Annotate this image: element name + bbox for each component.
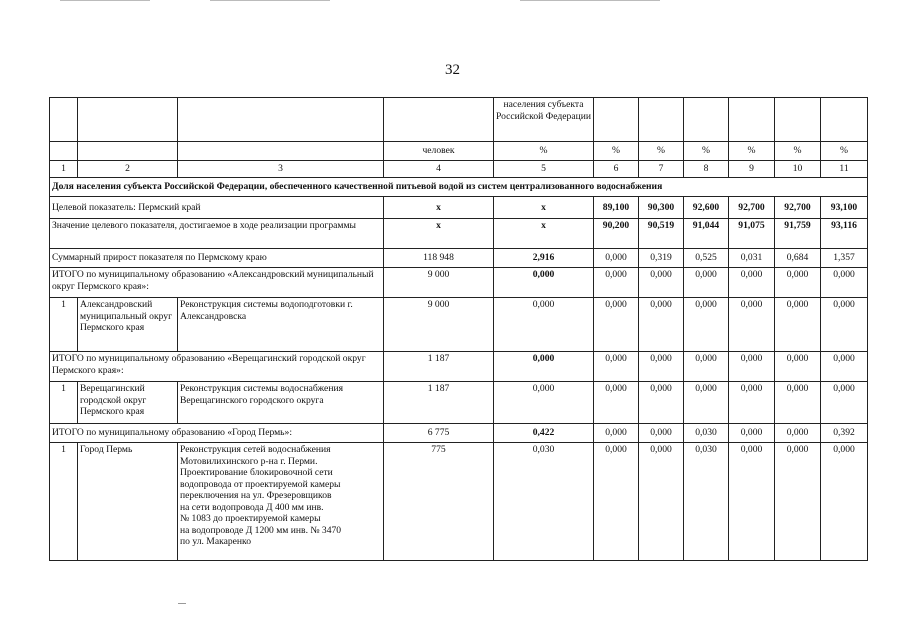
row-number: 1 bbox=[50, 382, 78, 424]
unit-col6: % bbox=[594, 142, 639, 161]
cell-value: 0,000 bbox=[594, 443, 639, 561]
col-number: 10 bbox=[775, 161, 821, 178]
cell-value: 0,000 bbox=[594, 298, 639, 352]
header-cell bbox=[729, 98, 775, 142]
growth-c5: 2,916 bbox=[494, 249, 594, 268]
total-alex-value: 0,000 bbox=[684, 268, 729, 298]
total-vere-value: 0,000 bbox=[639, 352, 684, 382]
units-row bbox=[50, 142, 868, 161]
growth-row bbox=[50, 249, 868, 268]
cell-c5: 0,000 bbox=[494, 382, 594, 424]
unit-col4: человек bbox=[384, 142, 494, 161]
total-perm-label: ИТОГО по муниципальному образованию «Город Пермь»: bbox=[50, 424, 384, 443]
total-perm-value: 0,392 bbox=[821, 424, 868, 443]
total-perm-value: 0,030 bbox=[684, 424, 729, 443]
cell-c5: 0,000 bbox=[494, 298, 594, 352]
section-title: Доля населения субъекта Российской Федерации, обеспеченного качественной питьевой водой из систем централизованного водоснабжения bbox=[50, 178, 868, 197]
total-vere-label: ИТОГО по муниципальному образованию «Верещагинский городской округ Пермского края»: bbox=[50, 352, 384, 382]
header-cell bbox=[821, 98, 868, 142]
description-line: Реконструкция сетей водоснабжения bbox=[180, 444, 331, 455]
achieved-value: 90,200 bbox=[594, 219, 639, 249]
total-row bbox=[50, 424, 868, 443]
unit-col5: % bbox=[494, 142, 594, 161]
unit-col8: % bbox=[684, 142, 729, 161]
header-cell bbox=[684, 98, 729, 142]
col-number: 8 bbox=[684, 161, 729, 178]
unit-col11: % bbox=[821, 142, 868, 161]
municipality-cell: Александровский муниципальный округ Пермского края bbox=[78, 298, 178, 352]
cell-value: 0,000 bbox=[684, 298, 729, 352]
total-alex-value: 0,000 bbox=[775, 268, 821, 298]
target-value: 90,300 bbox=[639, 197, 684, 219]
growth-value: 1,357 bbox=[821, 249, 868, 268]
total-perm-value: 0,000 bbox=[594, 424, 639, 443]
cell-c4: 9 000 bbox=[384, 298, 494, 352]
cell-c4: 1 187 bbox=[384, 382, 494, 424]
scan-mark bbox=[178, 603, 186, 604]
total-perm-c4: 6 775 bbox=[384, 424, 494, 443]
row-number: 1 bbox=[50, 298, 78, 352]
growth-label: Суммарный прирост показателя по Пермскому краю bbox=[50, 249, 384, 268]
total-alex-c4: 9 000 bbox=[384, 268, 494, 298]
total-vere-c5: 0,000 bbox=[494, 352, 594, 382]
units-cell bbox=[178, 142, 384, 161]
target-value: 93,100 bbox=[821, 197, 868, 219]
header-cell bbox=[50, 98, 78, 142]
total-perm-value: 0,000 bbox=[775, 424, 821, 443]
description-cell: Реконструкция системы водоснабжения Верещагинского городского округа bbox=[178, 382, 384, 424]
municipality-cell: Верещагинский городской округ Пермского края bbox=[78, 382, 178, 424]
cell-c5: 0,030 bbox=[494, 443, 594, 561]
description-line: на сети водопровода Д 400 мм инв. bbox=[180, 501, 324, 513]
scan-top-edge bbox=[520, 0, 660, 1]
description-cell bbox=[178, 443, 384, 561]
header-cell bbox=[639, 98, 684, 142]
header-cell bbox=[178, 98, 384, 142]
total-alex-label: ИТОГО по муниципальному образованию «Александровский муниципальный округ Пермского края»: bbox=[50, 268, 384, 298]
total-alex-c5: 0,000 bbox=[494, 268, 594, 298]
cell-value: 0,000 bbox=[594, 382, 639, 424]
header-cell bbox=[594, 98, 639, 142]
cell-value: 0,000 bbox=[729, 382, 775, 424]
achieved-value: 93,116 bbox=[821, 219, 868, 249]
cell-value: 0,000 bbox=[775, 443, 821, 561]
column-numbers-row bbox=[50, 161, 868, 178]
total-alex-value: 0,000 bbox=[594, 268, 639, 298]
col-number: 9 bbox=[729, 161, 775, 178]
cell-c4: 775 bbox=[384, 443, 494, 561]
col-number: 2 bbox=[78, 161, 178, 178]
unit-col10: % bbox=[775, 142, 821, 161]
target-value: 92,700 bbox=[775, 197, 821, 219]
cell-value: 0,000 bbox=[775, 298, 821, 352]
total-alex-value: 0,000 bbox=[639, 268, 684, 298]
target-label: Целевой показатель: Пермский край bbox=[50, 197, 384, 219]
achieved-value: 91,075 bbox=[729, 219, 775, 249]
col-number: 5 bbox=[494, 161, 594, 178]
cell-value: 0,000 bbox=[775, 382, 821, 424]
units-cell bbox=[78, 142, 178, 161]
total-perm-c5: 0,422 bbox=[494, 424, 594, 443]
total-vere-value: 0,000 bbox=[684, 352, 729, 382]
total-row bbox=[50, 352, 868, 382]
cell-value: 0,030 bbox=[684, 443, 729, 561]
header-cell bbox=[775, 98, 821, 142]
total-alex-value: 0,000 bbox=[729, 268, 775, 298]
total-vere-c4: 1 187 bbox=[384, 352, 494, 382]
growth-value: 0,031 bbox=[729, 249, 775, 268]
header-row bbox=[50, 98, 868, 142]
table-row bbox=[50, 298, 868, 352]
description-line: переключения на ул. Фрезеровщиков bbox=[180, 490, 332, 501]
program-table bbox=[49, 97, 868, 561]
target-row bbox=[50, 197, 868, 219]
total-alex-value: 0,000 bbox=[821, 268, 868, 298]
cell-value: 0,000 bbox=[639, 382, 684, 424]
achieved-c5: x bbox=[494, 219, 594, 249]
description-cell: Реконструкция системы водоподготовки г. Александровска bbox=[178, 298, 384, 352]
description-line: по ул. Макаренко bbox=[180, 536, 252, 547]
description-line: № 1083 до проектируемой камеры bbox=[180, 513, 321, 524]
row-number: 1 bbox=[50, 443, 78, 561]
growth-c4: 118 948 bbox=[384, 249, 494, 268]
achieved-value: 91,759 bbox=[775, 219, 821, 249]
table-row bbox=[50, 443, 868, 561]
description-line: Проектирование блокировочной сети bbox=[180, 467, 333, 478]
target-c4: x bbox=[384, 197, 494, 219]
total-vere-value: 0,000 bbox=[821, 352, 868, 382]
total-row bbox=[50, 268, 868, 298]
section-title-row bbox=[50, 178, 868, 197]
achieved-value: 90,519 bbox=[639, 219, 684, 249]
target-value: 89,100 bbox=[594, 197, 639, 219]
total-perm-value: 0,000 bbox=[729, 424, 775, 443]
growth-value: 0,000 bbox=[594, 249, 639, 268]
units-cell bbox=[50, 142, 78, 161]
target-value: 92,700 bbox=[729, 197, 775, 219]
achieved-label: Значение целевого показателя, достигаемое в ходе реализации программы bbox=[50, 219, 384, 249]
header-cell bbox=[384, 98, 494, 142]
unit-col9: % bbox=[729, 142, 775, 161]
cell-value: 0,000 bbox=[729, 443, 775, 561]
header-col5-title: населения субъекта Российской Федерации bbox=[494, 98, 594, 142]
scan-top-edge bbox=[60, 0, 150, 1]
scan-top-edge bbox=[210, 0, 330, 1]
col-number: 1 bbox=[50, 161, 78, 178]
cell-value: 0,000 bbox=[684, 382, 729, 424]
growth-value: 0,684 bbox=[775, 249, 821, 268]
total-vere-value: 0,000 bbox=[594, 352, 639, 382]
col-number: 6 bbox=[594, 161, 639, 178]
header-cell bbox=[78, 98, 178, 142]
growth-value: 0,319 bbox=[639, 249, 684, 268]
total-vere-value: 0,000 bbox=[729, 352, 775, 382]
unit-col7: % bbox=[639, 142, 684, 161]
cell-value: 0,000 bbox=[729, 298, 775, 352]
achieved-row bbox=[50, 219, 868, 249]
cell-value: 0,000 bbox=[639, 298, 684, 352]
achieved-c4: x bbox=[384, 219, 494, 249]
cell-value: 0,000 bbox=[821, 298, 868, 352]
col-number: 7 bbox=[639, 161, 684, 178]
total-vere-value: 0,000 bbox=[775, 352, 821, 382]
cell-value: 0,000 bbox=[821, 443, 868, 561]
description-line: водопровода от проектируемой камеры bbox=[180, 478, 341, 490]
description-line: на водопроводе Д 1200 мм инв. № 3470 bbox=[180, 524, 342, 536]
cell-value: 0,000 bbox=[821, 382, 868, 424]
target-c5: x bbox=[494, 197, 594, 219]
table-row bbox=[50, 382, 868, 424]
col-number: 11 bbox=[821, 161, 868, 178]
description-line: Мотовилихинского р-на г. Перми. bbox=[180, 455, 318, 467]
growth-value: 0,525 bbox=[684, 249, 729, 268]
col-number: 4 bbox=[384, 161, 494, 178]
col-number: 3 bbox=[178, 161, 384, 178]
total-perm-value: 0,000 bbox=[639, 424, 684, 443]
cell-value: 0,000 bbox=[639, 443, 684, 561]
page-number: 32 bbox=[445, 62, 460, 78]
achieved-value: 91,044 bbox=[684, 219, 729, 249]
municipality-cell: Город Пермь bbox=[78, 443, 178, 561]
target-value: 92,600 bbox=[684, 197, 729, 219]
